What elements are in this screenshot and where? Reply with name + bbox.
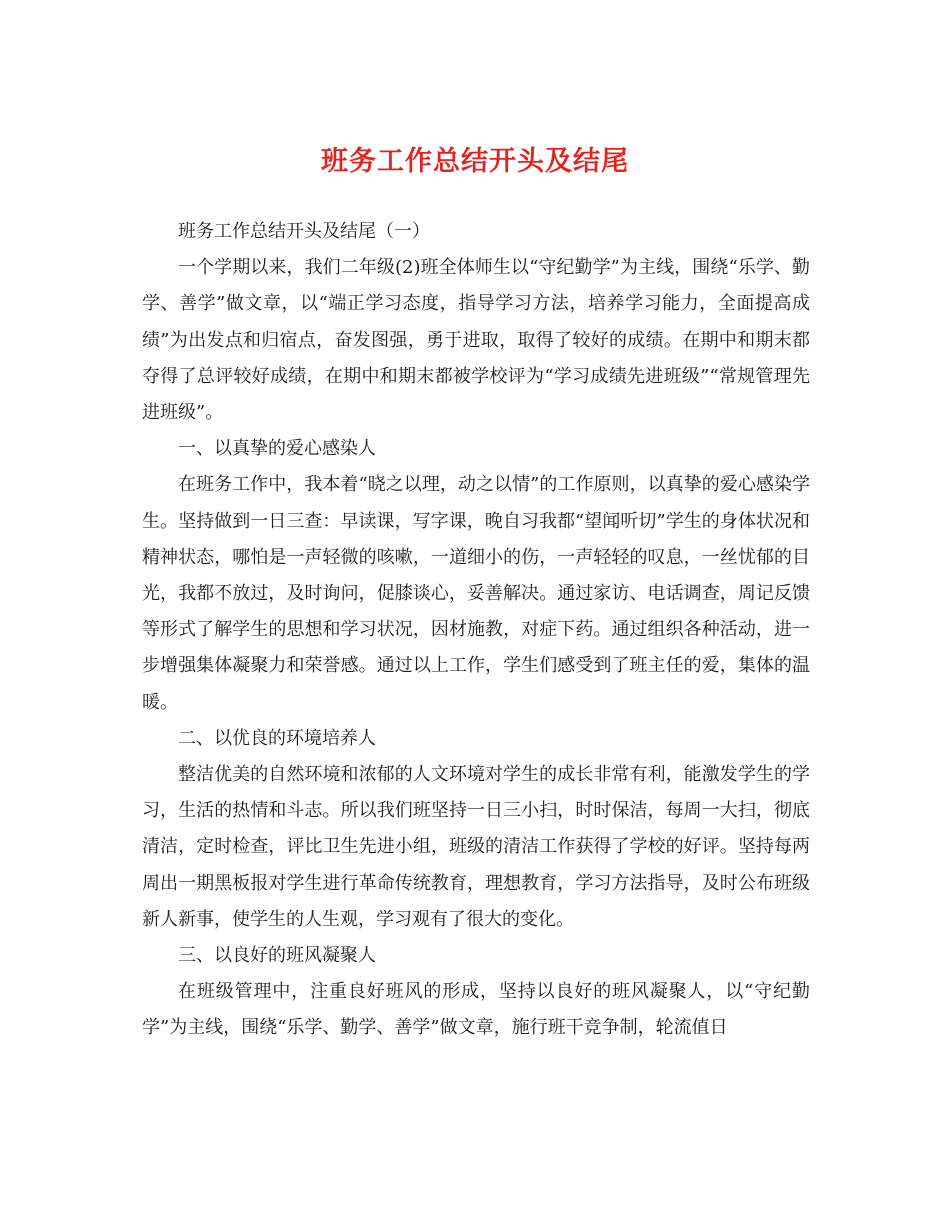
- section-heading-1: 一、以真挚的爱心感染人: [178, 438, 376, 460]
- document-title: 班务工作总结开头及结尾: [321, 146, 629, 177]
- section-heading-2: 二、以优良的环境培养人: [178, 727, 376, 749]
- document-body: [142, 214, 810, 1047]
- section-heading-3: 三、以良好的班风凝聚人: [178, 945, 376, 967]
- subheading-part-one: 班务工作总结开头及结尾（一）: [178, 221, 430, 242]
- paragraph-section-3: 在班级管理中，注重良好班风的形成，坚持以良好的班风凝聚人，以“守纪勤学”为主线，围绕“乐学、勤学、善学”做文章，施行班干竞争制，轮流值日: [142, 981, 810, 1039]
- paragraph-section-2: 整洁优美的自然环境和浓郁的人文环境对学生的成长非常有利，能激发学生的学习，生活的热情和斗志。所以我们班坚持一日三小扫，时时保洁，每周一大扫，彻底清洁，定时检查，评比卫生先进小组，班级的清洁工作获得了学校的好评。坚持每两周出一期黑板报对学生进行革命传统教育，理想教育，学习方法指导，及时公布班级新人新事，使学生的人生观，学习观有了很大的变化。: [142, 764, 810, 930]
- paragraph-intro: 一个学期以来，我们二年级(2)班全体师生以“守纪勤学”为主线，围绕“乐学、勤学、善学”做文章，以“端正学习态度，指导学习方法，培养学习能力，全面提高成绩”为出发点和归宿点，奋发图强，勇于进取，取得了较好的成绩。在期中和期末都夺得了总评较好成绩，在期中和期末都被学校评为“学习成绩先进班级”“常规管理先进班级”。: [142, 257, 810, 424]
- paragraph-section-1: 在班务工作中，我本着“晓之以理，动之以情”的工作原则，以真挚的爱心感染学生。坚持做到一日三查：早读课，写字课，晚自习我都“望闻听切”学生的身体状况和精神状态，哪怕是一声轻微的咳嗽，一道细小的伤，一声轻轻的叹息，一丝忧郁的目光，我都不放过，及时询问，促膝谈心，妥善解决。通过家访、电话调查，周记反馈等形式了解学生的思想和学习状况，因材施教，对症下药。通过组织各种活动，进一步增强集体凝聚力和荣誉感。通过以上工作，学生们感受到了班主任的爱，集体的温暖。: [142, 474, 810, 713]
